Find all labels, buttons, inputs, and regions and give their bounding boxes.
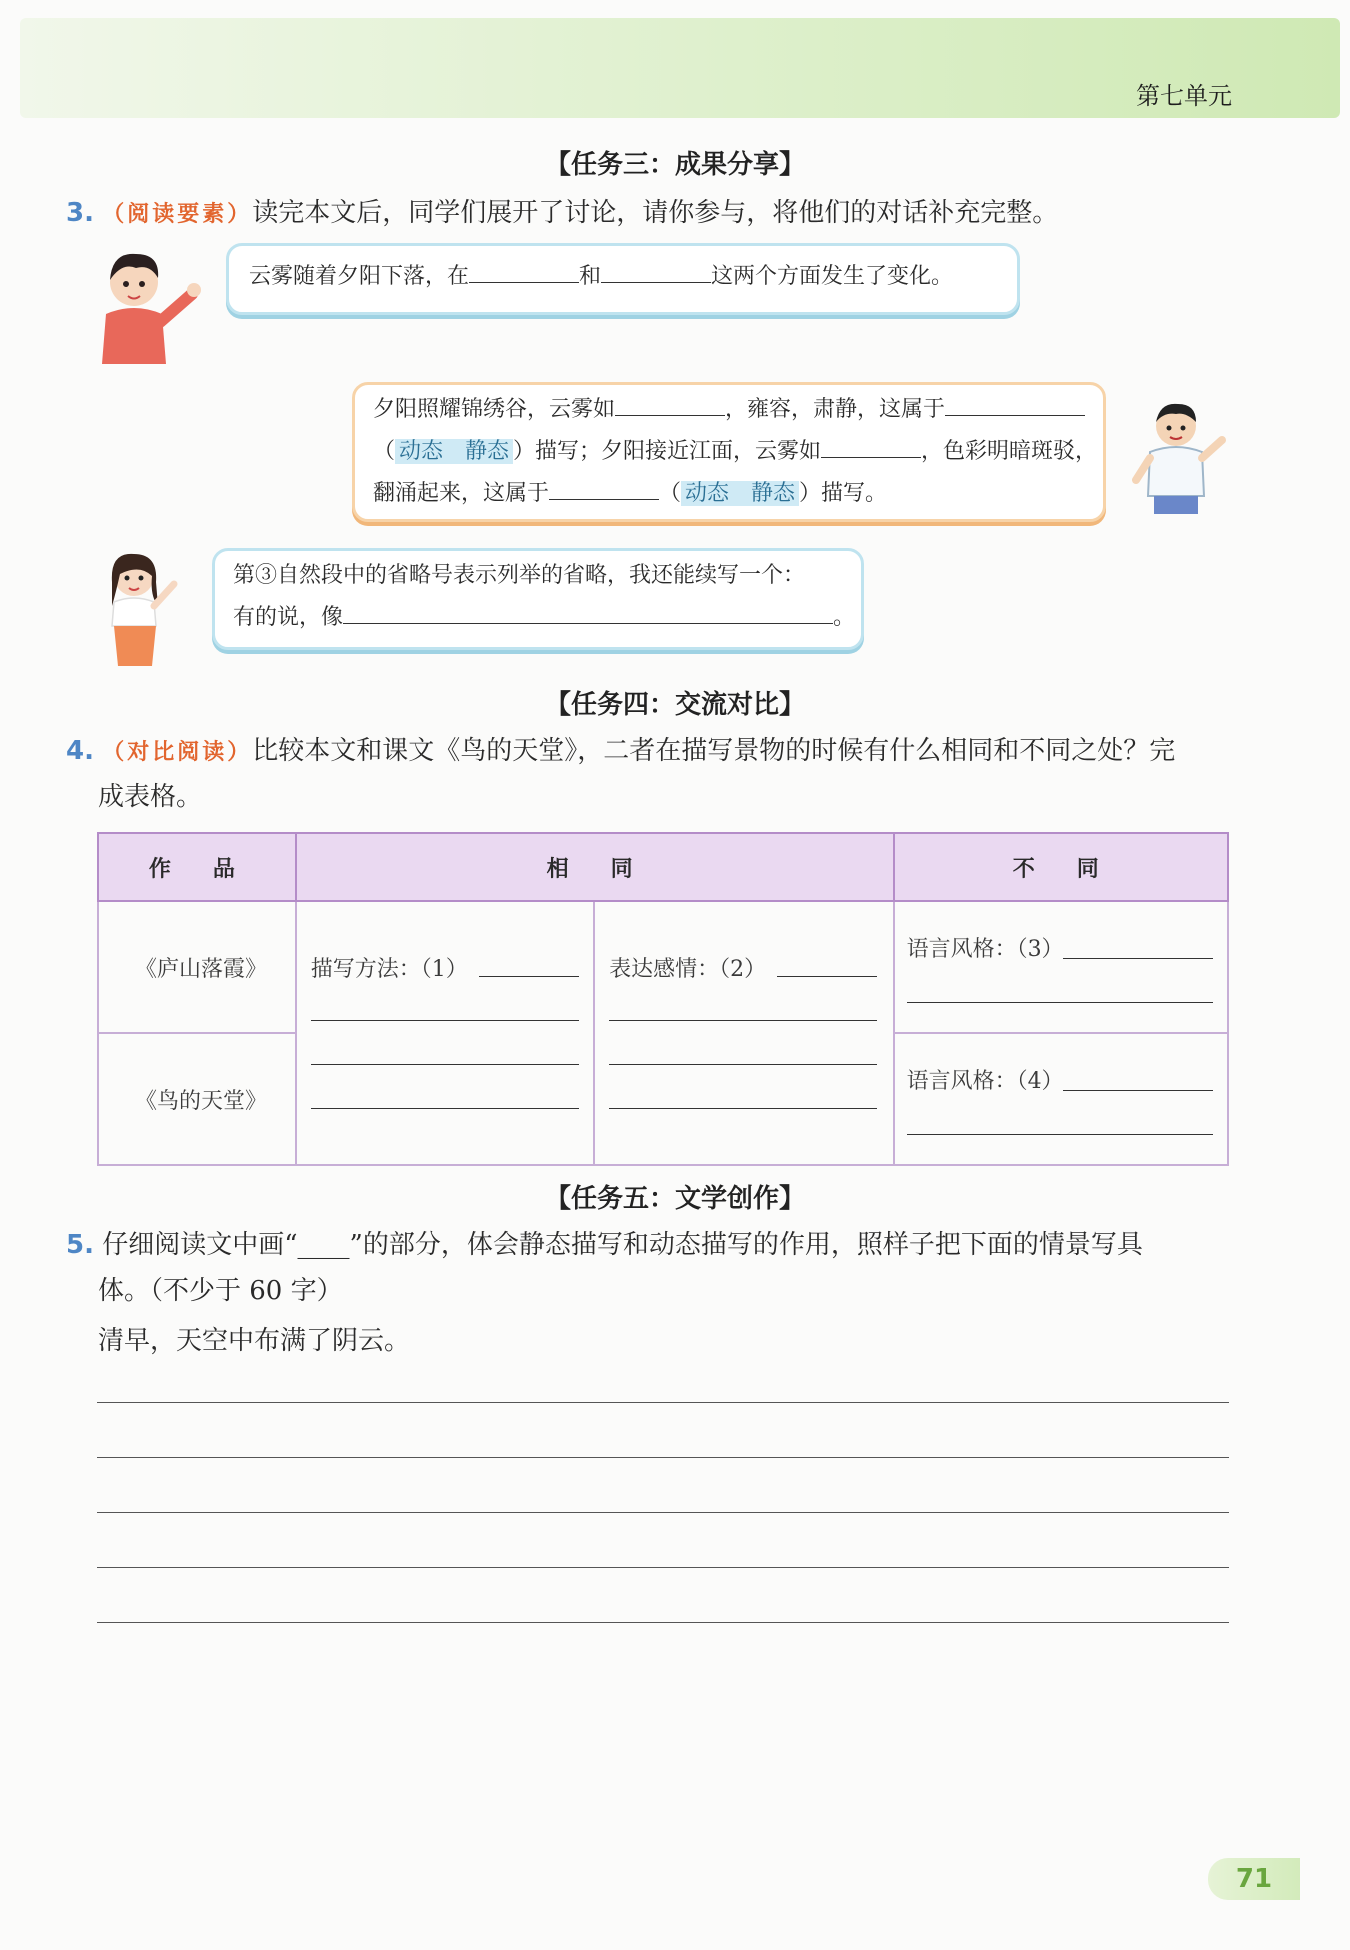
writing-line[interactable] [97, 1512, 1229, 1513]
bubble3-line1: 第③自然段中的省略号表示列举的省略，我还能续写一个： [233, 563, 806, 588]
bubble2-l3a: 翻涌起来，这属于 [373, 481, 550, 506]
blank-line[interactable] [343, 597, 833, 624]
bubble3-l2a: 有的说，像 [233, 605, 344, 630]
task4-heading: 【任务四：交流对比】 [544, 690, 805, 720]
speech-bubble-2 [352, 382, 1106, 522]
answer-line[interactable] [1063, 958, 1213, 959]
question-4 [66, 728, 1175, 775]
answer-line[interactable] [609, 1108, 877, 1109]
task3-heading: 【任务三：成果分享】 [544, 150, 805, 180]
blank-line[interactable] [469, 256, 579, 283]
blank-line[interactable] [601, 256, 711, 283]
question-number: 5. [66, 1230, 94, 1260]
cell-emotion: 表达感情：（2） [594, 901, 893, 1165]
writing-line[interactable] [97, 1457, 1229, 1458]
bubble2-l3b: （ [659, 481, 682, 506]
bubble3-l2b: 。 [833, 605, 856, 630]
girl-figure [96, 546, 186, 670]
writing-line[interactable] [97, 1402, 1229, 1403]
question-4-line2: 成表格。 [98, 782, 203, 812]
answer-line[interactable] [609, 1064, 877, 1065]
header-different: 不 同 [894, 833, 1228, 901]
bubble1-text-b: 和 [579, 264, 602, 289]
bubble2-l3c: ）描写。 [799, 481, 888, 506]
answer-line[interactable] [311, 1108, 579, 1109]
option-dynamic-static[interactable]: 动态 静态 [681, 481, 799, 506]
question-tag: （对比阅读） [102, 739, 253, 765]
cell-method: 描写方法：（1） [296, 901, 594, 1165]
cell-style-4: 语言风格：（4） [894, 1033, 1228, 1165]
question-5 [66, 1222, 1143, 1268]
blank-line[interactable] [945, 389, 1085, 416]
answer-line[interactable] [609, 1020, 877, 1021]
bubble2-l2a: （ [373, 439, 396, 464]
bubble2-l2c: ，色彩明暗斑驳， [921, 439, 1098, 464]
cell-style-3: 语言风格：（3） [894, 901, 1228, 1033]
comparison-table [97, 832, 1229, 1166]
bubble1-text-c: 这两个方面发生了变化。 [711, 264, 954, 289]
bubble2-l2b: ）描写；夕阳接近江面，云雾如 [513, 439, 822, 464]
boy-red-jacket-figure [96, 244, 206, 370]
answer-line[interactable] [1063, 1090, 1213, 1091]
answer-line[interactable] [907, 1134, 1213, 1135]
option-dynamic-static[interactable]: 动态 静态 [395, 439, 513, 464]
question-3 [66, 190, 1058, 237]
cell-work-bird: 《鸟的天堂》 [98, 1033, 296, 1165]
speech-bubble-3 [212, 548, 864, 650]
question-number: 4. [66, 736, 94, 766]
question-tag: （阅读要素） [102, 201, 253, 227]
header-same: 相 同 [296, 833, 894, 901]
writing-line[interactable] [97, 1622, 1229, 1623]
question-text: 读完本文后，同学们展开了讨论，请你参与，将他们的对话补充完整。 [252, 198, 1059, 228]
cell-work-lushan: 《庐山落霞》 [98, 901, 296, 1033]
answer-line[interactable] [311, 1064, 579, 1065]
question-5-line2: 体。（不少于 60 字） [98, 1276, 343, 1306]
bubble2-l1b: ，雍容，肃静，这属于 [725, 397, 946, 422]
question-text-line1: 仔细阅读文中画“____”的部分，体会静态描写和动态描写的作用，照样子把下面的情景写具 [102, 1230, 1143, 1260]
boy-white-shirt-figure [1124, 396, 1234, 518]
blank-line[interactable] [549, 473, 659, 500]
writing-line[interactable] [97, 1567, 1229, 1568]
task5-heading: 【任务五：文学创作】 [544, 1184, 805, 1214]
question-5-prompt: 清早，天空中布满了阴云。 [98, 1326, 411, 1356]
question-text-line1: 比较本文和课文《鸟的天堂》，二者在描写景物的时候有什么相同和不同之处？完 [252, 736, 1176, 766]
unit-label: 第七单元 [1136, 82, 1232, 110]
blank-line[interactable] [615, 389, 725, 416]
bubble2-l1a: 夕阳照耀锦绣谷，云雾如 [373, 397, 616, 422]
bubble1-text-a: 云雾随着夕阳下落，在 [249, 264, 470, 289]
answer-line[interactable] [311, 1020, 579, 1021]
header-works: 作 品 [98, 833, 296, 901]
page-number: 71 [1208, 1858, 1300, 1900]
speech-bubble-1 [226, 243, 1020, 315]
answer-line[interactable] [479, 976, 579, 977]
blank-line[interactable] [821, 431, 921, 458]
question-number: 3. [66, 198, 94, 228]
answer-line[interactable] [907, 1002, 1213, 1003]
answer-line[interactable] [777, 976, 877, 977]
